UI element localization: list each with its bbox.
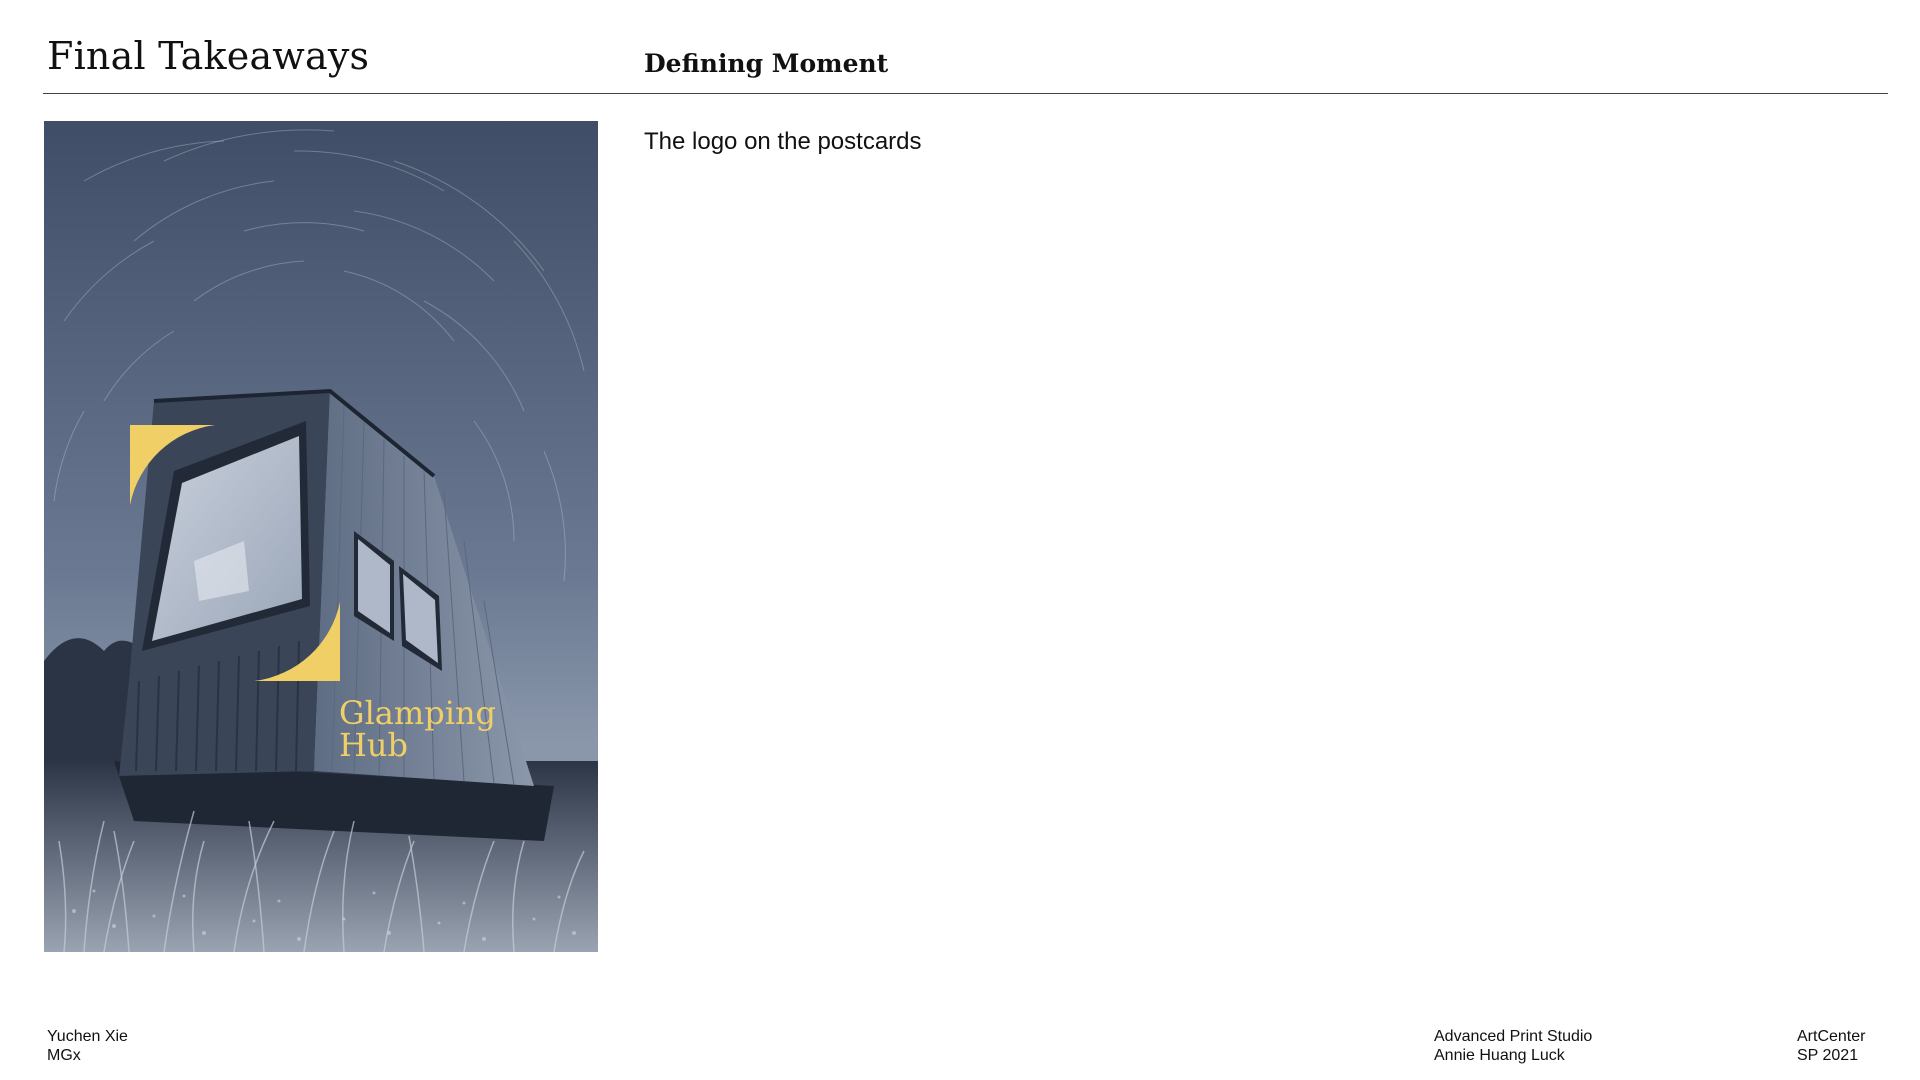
header-divider [43,93,1888,94]
footer-author [47,1027,128,1065]
footer-author-name: Yuchen Xie [47,1028,128,1045]
footer-course-name: Advanced Print Studio [1434,1028,1593,1045]
footer-author-program: MGx [47,1047,81,1064]
footer-school [1797,1027,1865,1065]
postcard-image [44,121,598,952]
footer-school-name: ArtCenter [1797,1028,1866,1045]
logo-wordmark-line1: Glamping [339,694,497,732]
postcard-illustration [44,121,598,952]
page-title: Final Takeaways [47,34,370,78]
caption-text: The logo on the postcards [644,128,922,155]
footer-instructor: Annie Huang Luck [1434,1047,1565,1064]
logo-wordmark-line2: Hub [339,726,408,764]
footer-course [1434,1027,1592,1065]
section-title: Defining Moment [644,49,889,78]
footer-term: SP 2021 [1797,1047,1859,1064]
